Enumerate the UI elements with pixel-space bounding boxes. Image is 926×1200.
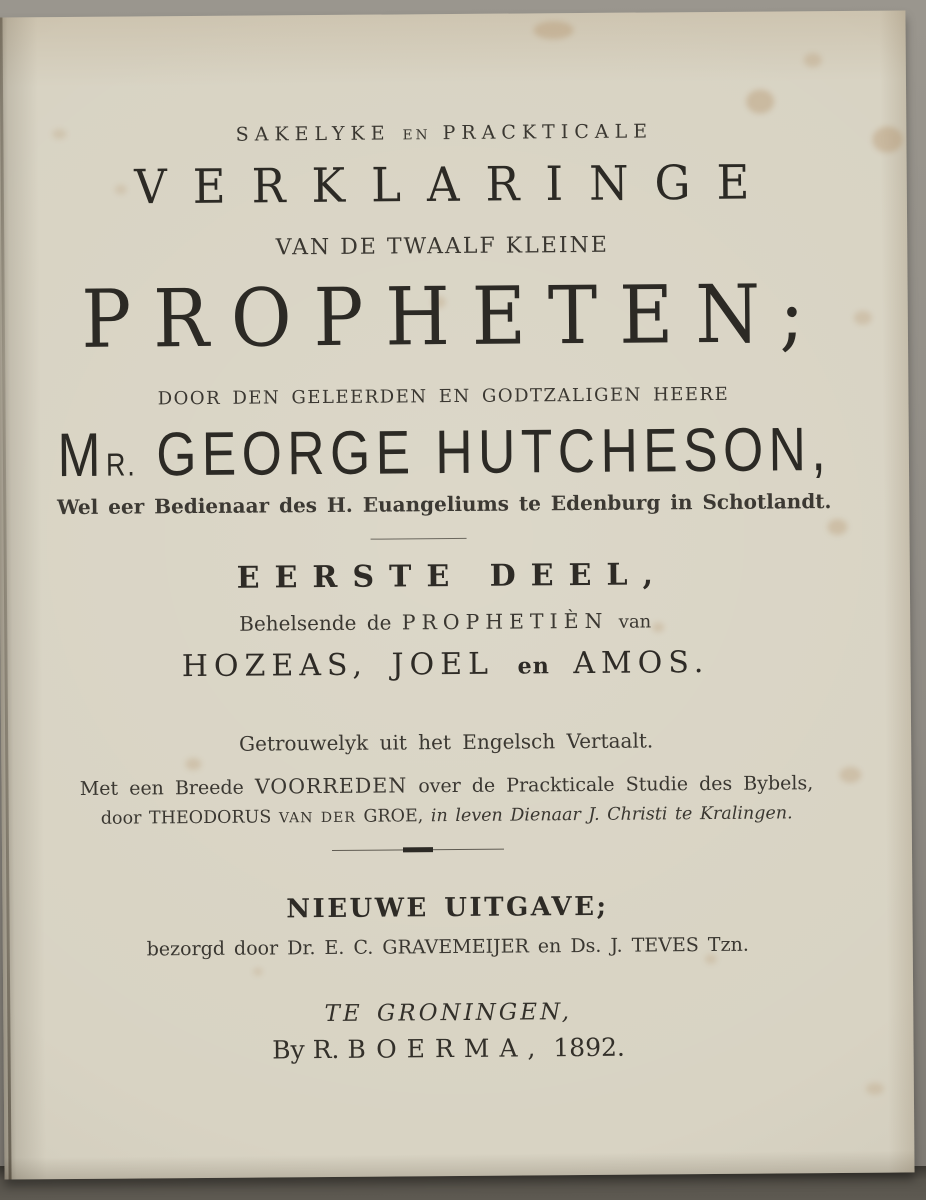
preface1-emph: VOORREDEN [254,773,408,799]
books-part1: HOZEAS, JOEL [181,646,495,685]
editors-line: bezorgd door Dr. E. C. GRAVEMEIJER en Ds. J. TEVES Tzn. [146,933,749,961]
preface1-pre: Met een Breede [79,776,244,800]
author-name-inner [57,413,831,491]
preface-line-2 [2,803,892,830]
edition-line: NIEUWE UITGAVE; [286,891,609,925]
contents-post: van [618,611,652,633]
books-part2: AMOS. [573,645,710,682]
main-title-propheten: PROPHETEN; [80,267,827,367]
main-title: VERKLARINGE [134,154,776,215]
publisher-year: 1892. [553,1032,626,1063]
publisher-name: BOERMA, [347,1033,546,1064]
divider-rule-2 [332,849,504,851]
books-conjunction: en [517,653,550,680]
author-name: GEORGE HUTCHESON, [155,413,831,489]
author-role-line: Wel eer Bedienaar des H. Euangeliums te Edenburg in Schotlandt. [57,489,832,520]
imprint-place: TE GRONINGEN, [324,999,573,1028]
author-initial: M [56,419,106,490]
series-part1: SAKELYKE [235,122,391,146]
contents-line [0,607,890,638]
book-title-page [0,10,915,1179]
series-title-line [0,119,886,148]
divider-rule-1 [371,538,467,540]
preface2-italic: in leven Dienaar J. Christi te Kralingen. [430,803,793,827]
publisher-pre: By R. [272,1034,340,1065]
translation-note: Getrouwelyk uit het Engelsch Vertaalt. [238,728,654,756]
preface2-mid: VAN DER [278,809,356,827]
volume-title: EERSTE DEEL, [236,557,669,596]
title-page-content [0,11,895,1180]
preface2-pre: door THEODORUS [100,807,272,829]
preface1-post: over de Prackticale Studie des Bybels, [418,772,814,798]
byline: DOOR DEN GELEERDEN EN GODTZALIGEN HEERE [157,383,730,410]
books-line [0,644,890,686]
preface2-name: GROE, [363,806,424,827]
series-conjunction: EN [402,127,431,144]
divider-rule-2-center [403,847,433,852]
contents-emph: PROPHETIÈN [401,608,609,635]
imprint-publisher-line [3,1031,893,1067]
contents-pre: Behelsende de [239,610,392,636]
author-name-line [0,413,889,490]
subtitle-line: VAN DE TWAALF KLEINE [275,232,609,261]
author-abbrev: R. [105,447,137,484]
preface-line-1 [1,770,891,801]
series-part2: PRACKTICALE [442,120,654,145]
